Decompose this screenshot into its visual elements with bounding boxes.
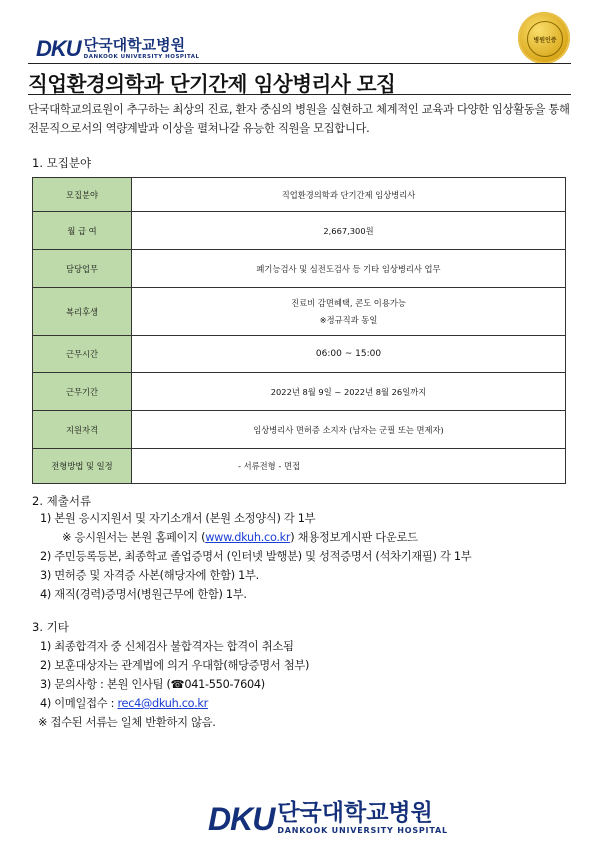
row-value-cell (132, 288, 566, 336)
list-item: 3) 면허증 및 자격증 사본(해당자에 한함) 1부. (40, 569, 259, 582)
row-value: - 서류전형 - 면접 (132, 449, 566, 484)
hospital-name-kr: 단국대학교병원 (277, 800, 433, 826)
dku-logo-mark: DKU (208, 801, 275, 837)
list-item-note (40, 528, 471, 547)
email-link[interactable]: rec4@dkuh.co.kr (117, 697, 208, 710)
section2-list (40, 509, 471, 604)
list-item: 1) 본원 응시지원서 및 자기소개서 (본원 소정양식) 각 1부 (40, 512, 316, 525)
hospital-name-en: DANKOOK UNIVERSITY HOSPITAL (83, 54, 200, 60)
row-label: 근무시간 (33, 336, 132, 373)
hospital-name-kr: 단국대학교병원 (83, 36, 186, 54)
row-value: 2022년 8월 9일 ~ 2022년 8월 26일까지 (132, 373, 566, 411)
note-prefix: ※ 응시원서는 본원 홈페이지 ( (62, 531, 206, 544)
intro-paragraph: 단국대학교의료원이 추구하는 최상의 진료, 환자 중심의 병원을 실현하고 체계적인 교육과 다양한 임상활동을 통해 전문직으로서의 역량계발과 이상을 펼쳐나갈 유능한 직원을 모집합니다. (28, 103, 570, 135)
page-title: 직업환경의학과 단기간제 임상병리사 모집 (28, 72, 396, 96)
section2-heading: 2. 제출서류 (32, 494, 92, 508)
section3-list (40, 637, 309, 732)
table-row (33, 250, 566, 288)
homepage-link[interactable]: www.dkuh.co.kr (205, 531, 291, 544)
list-item: 4) 재직(경력)증명서(병원근무에 한함) 1부. (40, 588, 247, 601)
hospital-logo-bottom (208, 802, 448, 835)
row-value-note: ※정규직과 동일 (319, 315, 378, 325)
row-value: 진료비 감면혜택, 콘도 이용가능 (291, 298, 406, 308)
email-prefix: 4) 이메일접수 : (40, 697, 118, 710)
row-label: 모집분야 (33, 178, 132, 212)
hospital-name-en: DANKOOK UNIVERSITY HOSPITAL (277, 826, 448, 835)
title-divider (28, 94, 571, 95)
table-row (33, 178, 566, 212)
list-item (40, 694, 309, 713)
row-label: 담당업무 (33, 250, 132, 288)
table-row (33, 373, 566, 411)
table-row (33, 336, 566, 373)
list-item: 2) 보훈대상자는 관계법에 의거 우대함(해당증명서 첨부) (40, 659, 310, 672)
list-item: 1) 최종합격자 중 신체검사 불합격자는 합격이 취소됨 (40, 640, 294, 653)
row-value: 06:00 ~ 15:00 (132, 336, 566, 373)
table-row (33, 212, 566, 250)
badge-text: 병원인증 (527, 21, 563, 57)
table-row (33, 288, 566, 336)
row-label: 복리후생 (33, 288, 132, 336)
row-label: 월 급 여 (33, 212, 132, 250)
row-label: 근무기간 (33, 373, 132, 411)
row-label: 전형방법 및 일정 (33, 449, 132, 484)
table-row (33, 449, 566, 484)
row-label: 지원자격 (33, 411, 132, 449)
recruitment-table (32, 177, 566, 484)
table-row (33, 411, 566, 449)
row-value: 직업환경의학과 단기간제 임상병리사 (132, 178, 566, 212)
list-item: 2) 주민등록등본, 최종학교 졸업증명서 (인터넷 발행분) 및 성적증명서 (석차기재필) 각 1부 (40, 550, 472, 563)
row-value: 폐기능검사 및 심전도검사 등 기타 임상병리사 업무 (132, 250, 566, 288)
list-item: 3) 문의사항 : 본원 인사팀 (☎041-550-7604) (40, 678, 265, 691)
dku-logo-mark: DKU (36, 36, 81, 61)
certification-badge-icon (518, 12, 570, 64)
row-value: 2,667,300원 (132, 212, 566, 250)
note-suffix: ) 채용정보게시판 다운로드 (290, 531, 418, 544)
hospital-logo-top (36, 38, 200, 60)
list-note: ※ 접수된 서류는 일체 반환하지 않음. (38, 716, 216, 729)
section1-heading: 1. 모집분야 (32, 156, 92, 170)
header-divider (28, 63, 571, 64)
row-value: 임상병리사 면허증 소지자 (남자는 군필 또는 면제자) (132, 411, 566, 449)
section3-heading: 3. 기타 (32, 620, 69, 634)
